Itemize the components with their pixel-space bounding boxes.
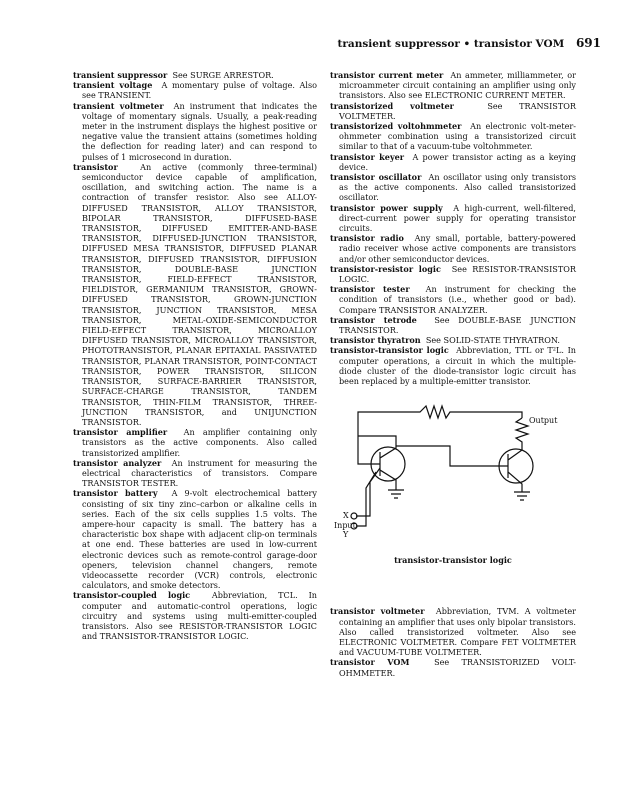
entry — [73, 80, 317, 100]
entry-text: Any small, portable, battery-powered radio receiver whose active components are transistors and/or other semiconductor devices. — [339, 233, 576, 264]
entry-term: transistorized voltmeter — [330, 100, 454, 111]
ground-2 — [514, 492, 530, 500]
entry — [330, 152, 576, 172]
entry-term: transistor radio — [330, 233, 404, 244]
entry-term: transient voltage — [73, 80, 153, 91]
entry-text: An ammeter, milliammeter, or microammeter circuit containing an amplifier using only transistors. Also see ELECTRONIC CURRENT METER. — [339, 70, 576, 101]
entry-term: transistor VOM — [330, 657, 410, 668]
entry — [330, 121, 576, 152]
entry — [73, 458, 317, 489]
entry-text: See SOLID-STATE THYRATRON. — [425, 335, 560, 346]
entry-term: transistor keyer — [330, 151, 405, 162]
entry-text: An instrument for checking the condition of transistors (i.e., whether good or bad). Compare TRANSISTOR ANALYZER. — [339, 284, 576, 315]
entry-term: transistor current meter — [330, 70, 444, 80]
entry-term: transistor-coupled logic — [73, 590, 191, 601]
right-column — [330, 70, 576, 678]
entry-text: See DOUBLE-BASE JUNCTION TRANSISTOR. — [339, 314, 577, 336]
entry — [73, 70, 317, 80]
entry-term: transistor — [73, 161, 118, 172]
top-wire — [358, 406, 522, 436]
entry-term: transistor analyzer — [73, 457, 162, 468]
entry — [73, 162, 317, 427]
entry-term: transistor power supply — [330, 202, 443, 213]
entry-term: transistor thyratron — [330, 335, 421, 346]
entry-term: transient voltmeter — [73, 100, 164, 111]
entry-term: transistor oscillator — [330, 172, 422, 183]
entry-text: See SURGE ARRESTOR. — [172, 70, 274, 80]
entry-term: transistor tester — [330, 284, 410, 295]
entry-term: transistor-transistor logic — [330, 345, 449, 356]
entry-text: An active (commonly three-terminal) semiconductor device capable of amplification, oscillation, and switching action. The name is a contraction of transfer resistor. Also see ALLOY-DIFFUSED TRANSISTOR, ALLOY TRANSISTOR, BIPOLAR TRANSISTOR, DIFFUSED-BASE TRANSISTOR, DIFFUSED EMITTER-AND-BASE TRANSISTOR, DIFFUSED-JUNCTION TRANSISTOR, DIFFUSED MESA TRANSISTOR, DIFFUSED PLANAR TRANSISTOR, DIFFUSED TRANSISTOR, DIFFUSION TRANSISTOR, DOUBLE-BASE JUNCTION TRANSISTOR, FIELD-EFFECT TRANSISTOR, FIELDISTOR, GERMANIUM TRANSISTOR, GROWN-DIFFUSED TRANSISTOR, GROWN-JUNCTION TRANSISTOR, JUNCTION TRANSISTOR, MESA TRANSISTOR, METAL-OXIDE-SEMICONDUCTOR FIELD-EFFECT TRANSISTOR, MICROALLOY DIFFUSED TRANSISTOR, MICROALLOY TRANSISTOR, PHOTOTRANSISTOR, PLANAR EPITAXIAL PASSIVATED TRANSISTOR, PLANAR TRANSISTOR, POINT-CONTACT TRANSISTOR, POWER TRANSISTOR, SILICON TRANSISTOR, SURFACE-BARRIER TRANSISTOR, SURFACE-CHARGE TRANSISTOR, TANDEM TRANSISTOR, THIN-FILM TRANSISTOR, THREE-JUNCTION TRANSISTOR, and UNIJUNCTION TRANSISTOR. — [82, 161, 317, 427]
entry — [330, 606, 576, 657]
label-output: Output — [529, 416, 558, 426]
entry-term: transistor battery — [73, 488, 158, 499]
entry — [73, 101, 317, 162]
entry-text: Abbreviation, TTL or T²L. In computer operations, a circuit in which the multiple-diode cluster of the diode-transistor logic circuit has been replaced by a multiple-emitter transistor. — [339, 345, 576, 387]
entry — [330, 101, 576, 121]
entry — [330, 657, 576, 677]
entry-text: An oscillator using only transistors as the active components. Also called transistorized oscillator. — [339, 172, 576, 203]
page-number: 691 — [575, 36, 601, 50]
entry-text: See TRANSISTORIZED VOLT-OHMMETER. — [339, 657, 577, 678]
entry-term: transistorized voltohmmeter — [330, 121, 462, 132]
entry-text: An instrument that indicates the voltage of momentary signals. Usually, a peak-reading meter in the instrument displays the highest positive or negative value the transient attains (sometimes holding the deflection for reading later) and can respond to pulses of 1 microsecond in duration. — [82, 100, 317, 162]
left-column — [73, 70, 317, 641]
ground-1 — [388, 490, 404, 498]
entry-text: An instrument for measuring the electrical characteristics of transistors. Compare TRANSISTOR TESTER. — [82, 457, 317, 489]
entry — [330, 345, 576, 386]
transistor-2-base — [396, 446, 522, 492]
entry-term: transistor-resistor logic — [330, 263, 441, 274]
transistor-1-base — [358, 436, 396, 490]
entry — [330, 203, 576, 234]
entry-text: A 9-volt electrochemical battery consisting of six tiny zinc–carbon or alkaline cells in series. Each of the six cells supplies 1.5 volts. The ampere-hour capacity is small. The battery has a characteristic box shape with adjacent clip-on terminals at one end. These batteries are used in low-current electronic devices such as remote-control garage-door openers, television channel changers, remote videocassette recorder (VCR) controls, electronic calculators, and smoke detectors. — [82, 488, 317, 591]
entry — [330, 233, 576, 264]
entry-text: A momentary pulse of voltage. Also see TRANSIENT. — [82, 80, 317, 101]
entry — [73, 488, 317, 590]
figure-caption: transistor-transistor logic — [394, 555, 512, 566]
label-x: X — [343, 511, 349, 521]
running-header — [338, 36, 601, 50]
entry-text: A high-current, well-filtered, direct-current power supply for operating transistor circuits. — [339, 202, 576, 234]
entry — [330, 335, 576, 345]
header-title: transient suppressor • transistor VOM — [337, 38, 565, 50]
entry — [330, 284, 576, 315]
entry-text: Abbreviation, TCL. In computer and automatic-control operations, logic circuitry and systems using multi-emitter-coupled transistors. Also see RESISTOR-TRANSISTOR LOGIC and TRANSISTOR-TRANSISTOR LOGIC. — [82, 590, 317, 642]
ttl-circuit-figure — [330, 396, 576, 606]
entry-term: transistor voltmeter — [330, 606, 425, 617]
entry-term: transient suppressor — [73, 70, 168, 80]
entry-text: An electronic volt-meter-ohmmeter combination using a transistorized circuit similar to that of a vacuum-tube voltohmmeter. — [339, 121, 576, 152]
entry-text: Abbreviation, TVM. A voltmeter containing an amplifier that uses only bipolar transistors. Also called transistorized voltmeter. Also see ELECTRONIC VOLTMETER. Compare FET VOLTMETER and VACUUM-TUBE VOLTMETER. — [339, 606, 576, 658]
entry-term: transistor amplifier — [73, 427, 168, 438]
entry-term: transistor tetrode — [330, 314, 417, 325]
label-input: Input — [334, 521, 356, 531]
entry — [330, 264, 576, 284]
entry — [73, 590, 317, 641]
entry-text: An amplifier containing only transistors as the active components. Also called transistorized amplifier. — [82, 427, 317, 458]
entry — [330, 172, 576, 203]
entry — [330, 315, 576, 335]
label-y: Y — [343, 530, 349, 540]
entry-text: See TRANSISTOR VOLTMETER. — [339, 100, 576, 121]
entry — [330, 70, 576, 101]
output-resistor — [516, 418, 528, 450]
entry-text: A power transistor acting as a keying device. — [339, 151, 576, 172]
entry-text: See RESISTOR-TRANSISTOR LOGIC. — [339, 263, 576, 285]
entry — [73, 427, 317, 458]
